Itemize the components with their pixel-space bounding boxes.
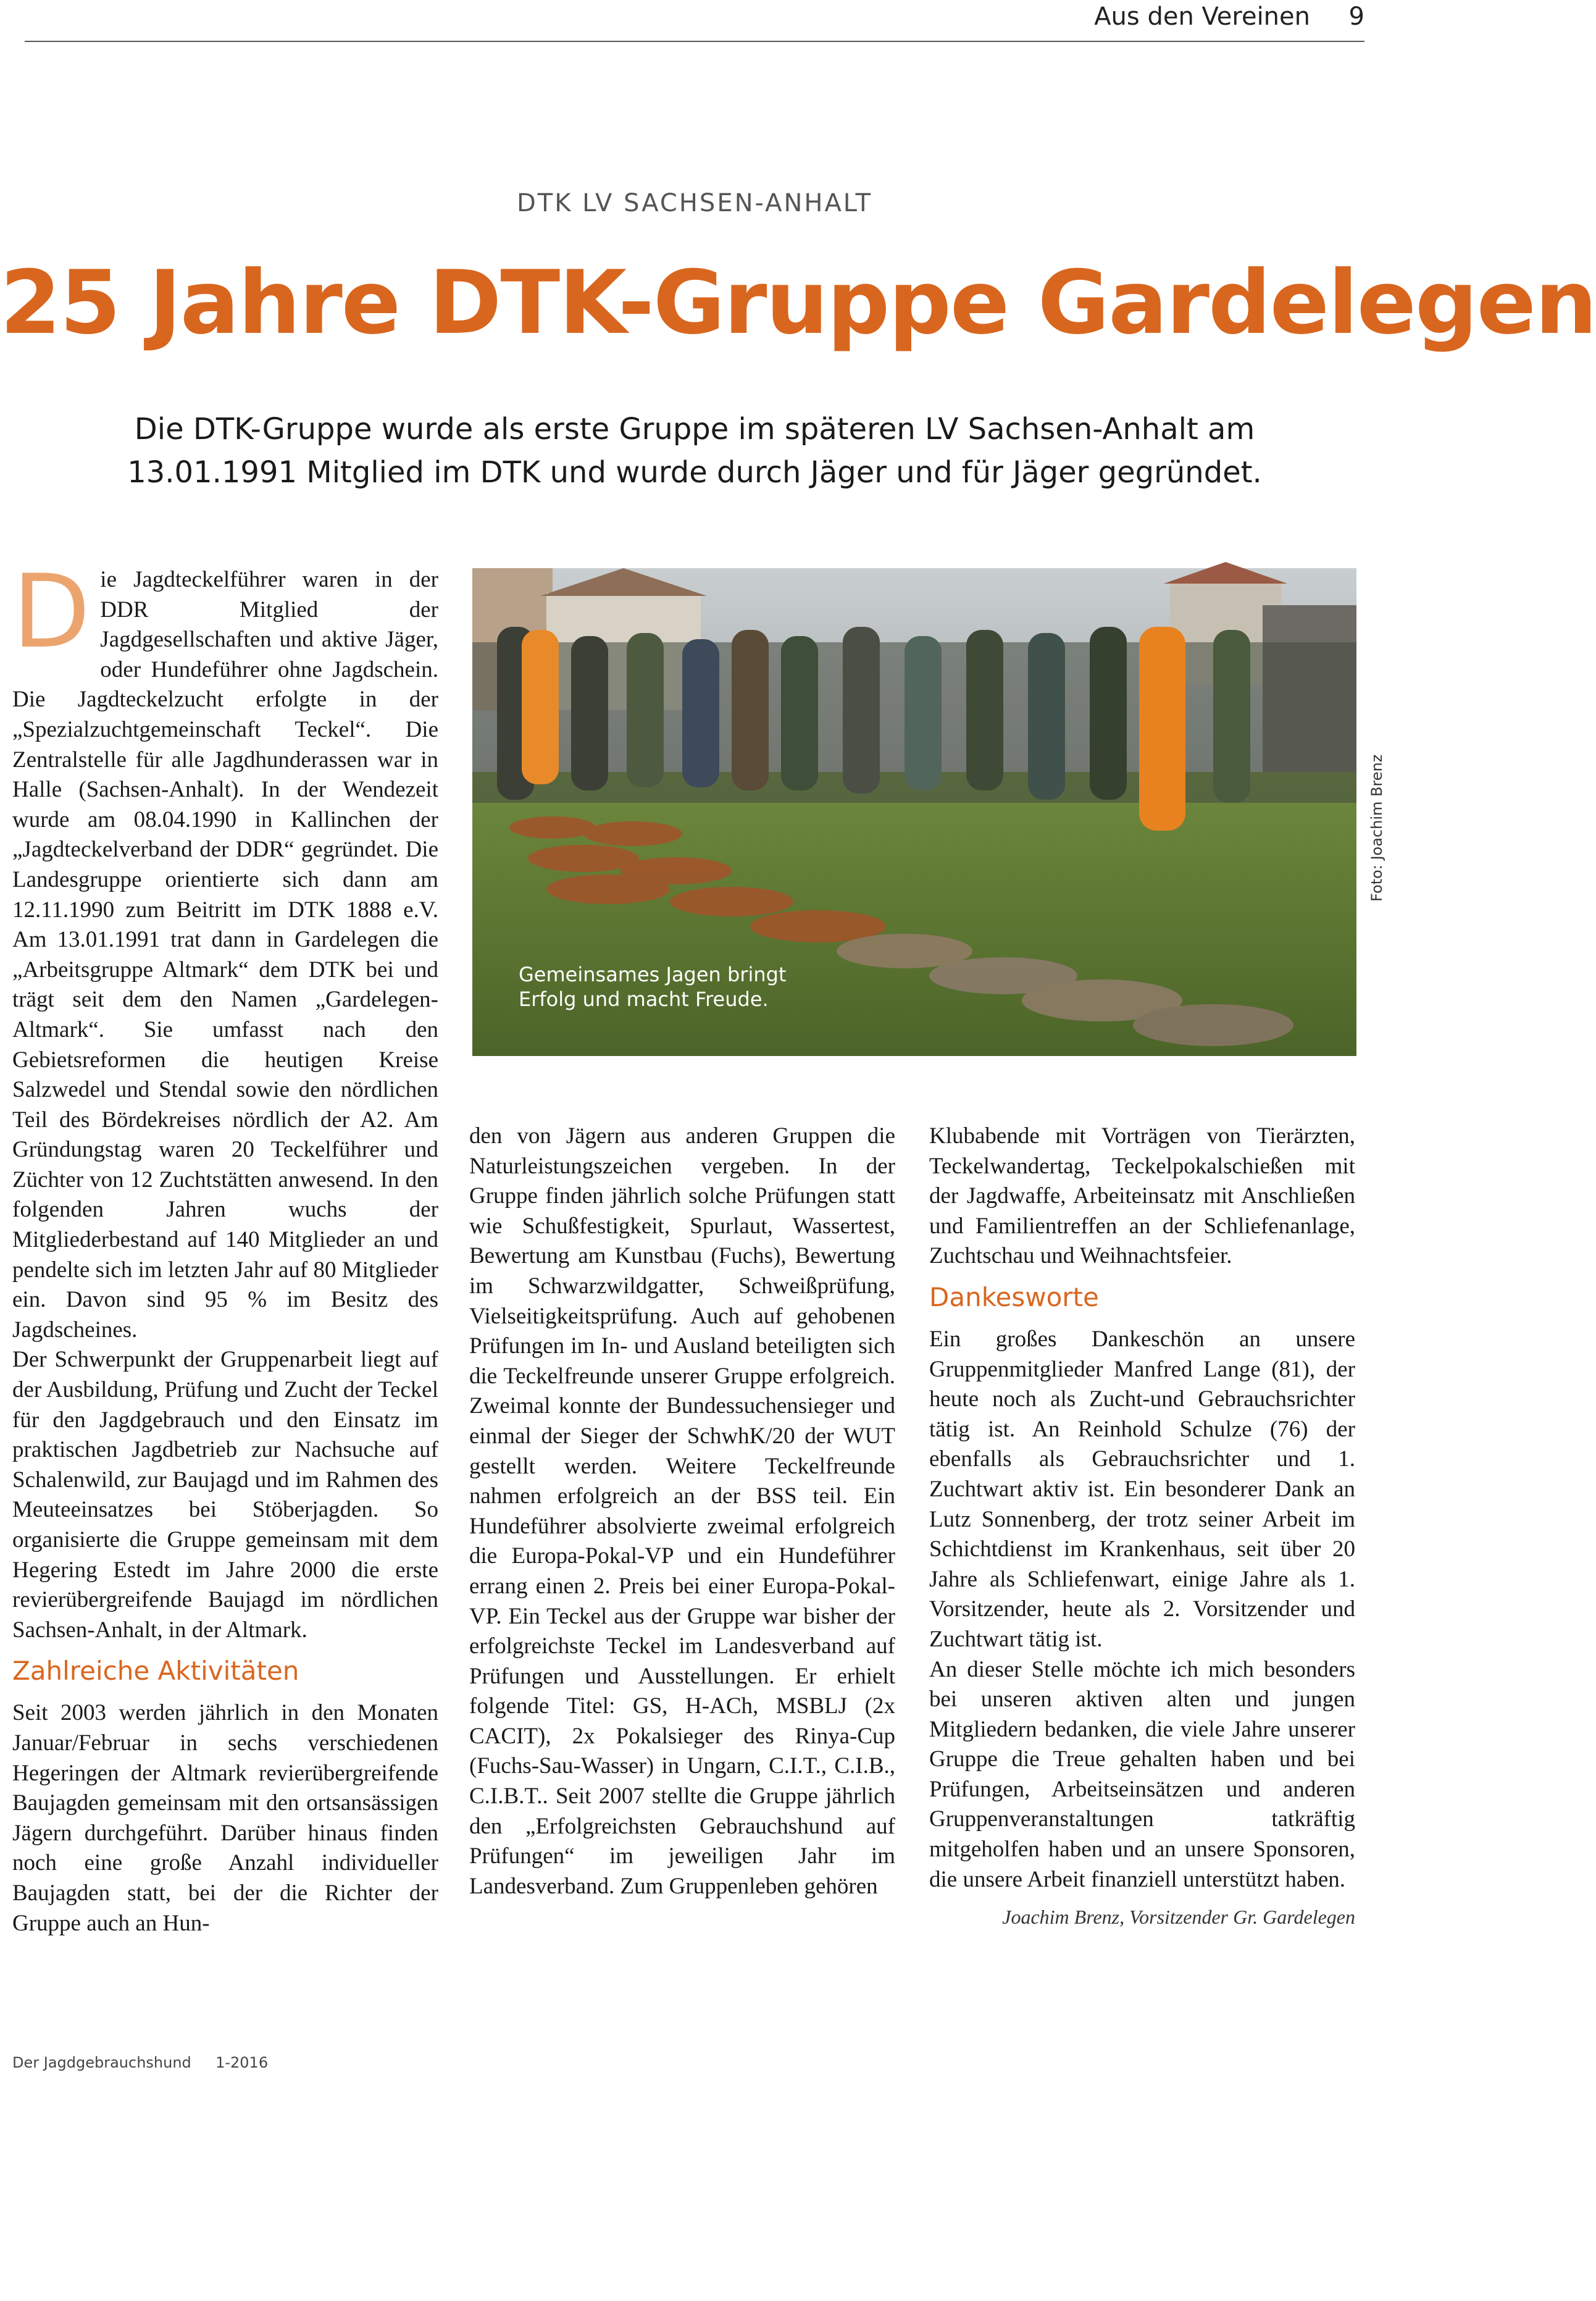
article-column-3 xyxy=(929,1121,1355,1932)
paragraph-activities-cont: den von Jägern aus anderen Gruppen die Naturleistungszeichen vergeben. In der Gruppe finden jährlich solche Prüfungen statt wie Schußfestigkeit, Spurlaut, Wassertest, Bewertung am Kunstbau (Fuchs), Bewertung im Schwarzwildgatter, Schweißprüfung, Vielseitigkeitsprüfung. Auch auf gehobenen Prüfungen im In- und Ausland beteiligten sich die Teckelfreunde unserer Gruppe erfolgreich. Zweimal konnte der Bundessuchensieger und einmal der Sieger der SchwhK/20 der WUT gestellt werden. Weitere Teckelfreunde nahmen erfolgreich an der BSS teil. Ein Hundeführer absolvierte zweimal erfolgreich die Europa-Pokal-VP und ein Hundeführer errang einen 2. Preis bei einer Europa-Pokal-VP. Ein Teckel aus der Gruppe war bisher der erfolgreichste Teckel im Landesverband auf Prüfungen und Ausstellungen. Er erhielt folgende Titel: GS, H-ACh, MSBLJ (2x CACIT), 2x Pokalsieger des Rinya-Cup (Fuchs-Sau-Wasser) in Ungarn, C.I.T., C.I.B., C.I.B.T.. Seit 2007 stellte die Gruppe jährlich den „Erfolgreichsten Gebrauchshund auf Prüfungen“ im jeweiligen Jahr im Landesverband. Zum Gruppenleben gehören xyxy=(469,1123,895,1899)
article-column-1 xyxy=(12,553,438,1938)
hunters-group xyxy=(472,627,1356,831)
paragraph-activities-start: Seit 2003 werden jährlich in den Monaten Januar/Februar in sechs verschiedenen Hegeringen der Altmark revierübergreifende Baujagden gemeinsam mit den ortsansässigen Jägern durchgeführt. Darüber hinaus finden noch eine große Anzahl individueller Baujagden statt, bei der die Richter der Gruppe auch an Hun- xyxy=(12,1700,438,1936)
publication-name: Der Jagdgebrauchshund xyxy=(12,2054,191,2071)
group-photo xyxy=(472,568,1356,1056)
photo-caption xyxy=(519,962,787,1012)
article-column-2 xyxy=(469,1121,895,1901)
paragraph-activities-end: Klubabende mit Vorträgen von Tierärzten, Teckelwandertag, Teckelpokalschießen mit der Jagdwaffe, Arbeiteinsatz mit Anschließen und Familientreffen an der Schliefenanlage, Zuchtschau und Weihnachtsfeier. xyxy=(929,1123,1355,1269)
paragraph-closing: An dieser Stelle möchte ich mich besonders bei unseren aktiven alten und jungen Mitgliedern bedanken, die viele Jahre unserer Gruppe die Treue gehalten haben und bei Prüfungen, Arbeitseinsätzen und anderen Gruppenveranstaltungen tatkräftig mitgeholfen haben und an unsere Sponsoren, die unsere Arbeit finanziell unterstützt haben. xyxy=(929,1656,1355,1892)
page-number: 9 xyxy=(1348,2,1364,31)
kicker: DTK LV SACHSEN-ANHALT xyxy=(516,189,873,217)
page-header xyxy=(25,0,1364,42)
issue-number: 1-2016 xyxy=(215,2054,269,2071)
drop-cap: D xyxy=(12,553,91,671)
photo-credit: Foto: Joachim Brenz xyxy=(1368,754,1385,902)
article-title: 25 Jahre DTK-Gruppe Gardelegen xyxy=(0,252,1596,354)
caption-line-1: Gemeinsames Jagen bringt xyxy=(519,963,787,986)
section-title: Aus den Vereinen xyxy=(1094,2,1310,31)
author-signature: Joachim Brenz, Vorsitzender Gr. Gardelegen xyxy=(1002,1906,1355,1929)
paragraph-intro: ie Jagdteckelführer waren in der DDR Mitglied der Jagdgesellschaften und aktive Jäger, oder Hundeführer ohne Jagdschein. Die Jagdteckelzucht erfolgte in der „Spezialzuchtgemeinschaft Teckel“. Die Zentralstelle für alle Jagdhunderassen war in Halle (Sachsen-Anhalt). In der Wendezeit wurde am 08.04.1990 in Kallinchen der „Jagdteckelverband der DDR“ gegründet. Die Landesgruppe orientierte sich dann am 12.11.1990 zum Beitritt im DTK 1888 e.V. Am 13.01.1991 trat dann in Gardelegen die „Arbeitsgruppe Altmark“ dem DTK bei und trägt seit dem den Namen „Gardelegen-Altmark“. Sie umfasst nach den Gebietsreformen die heutigen Kreise Salzwedel und Stendal sowie den nördlichen Teil des Bördekreises nördlich der A2. Am Gründungstag waren 20 Teckelführer und Züchter von 12 Zuchtstätten anwesend. In den folgenden Jahren wuchs der Mitgliederbestand auf 140 Mitglieder an und pendelte sich im letzten Jahr auf 80 Mitglieder ein. Davon sind 95 % im Besitz des Jagdscheines. xyxy=(12,567,438,1343)
caption-line-2: Erfolg und macht Freude. xyxy=(519,987,769,1011)
subhead-thanks: Dankesworte xyxy=(929,1281,1099,1312)
page-footer xyxy=(12,2054,268,2071)
subhead-activities: Zahlreiche Aktivitäten xyxy=(12,1656,299,1687)
article-lead: Die DTK-Gruppe wurde als erste Gruppe im späteren LV Sachsen-Anhalt am 13.01.1991 Mitglied im DTK und wurde durch Jäger und für Jäger gegründet. xyxy=(127,412,1262,490)
paragraph-thanks: Ein großes Dankeschön an unsere Gruppenmitglieder Manfred Lange (81), der heute noch als Zucht-und Gebrauchsrichter tätig ist. An Reinhold Schulze (76) der ebenfalls als Gebrauchsrichter und 1. Zuchtwart aktiv ist. Ein besonderer Dank an Lutz Sonnenberg, der trotz seiner Arbeit im Schichtdienst im Krankenhaus, seit über 20 Jahre als Schliefenwart, einige Jahre als 1. Vorsitzender, heute als 2. Vorsitzender und Zuchtwart tätig ist. xyxy=(929,1326,1355,1652)
paragraph-focus: Der Schwerpunkt der Gruppenarbeit liegt auf der Ausbildung, Prüfung und Zucht der Teckel für den Jagdgebrauch und den Einsatz im praktischen Jagdbetrieb zur Nachsuche auf Schalenwild, zur Baujagd und im Rahmen des Meuteeinsatzes bei Stöberjagden. So organisierte die Gruppe gemeinsam mit dem Hegering Estedt im Jahre 2000 die erste revierübergreifende Baujagd im nördlichen Sachsen-Anhalt, in der Altmark. xyxy=(12,1347,438,1643)
